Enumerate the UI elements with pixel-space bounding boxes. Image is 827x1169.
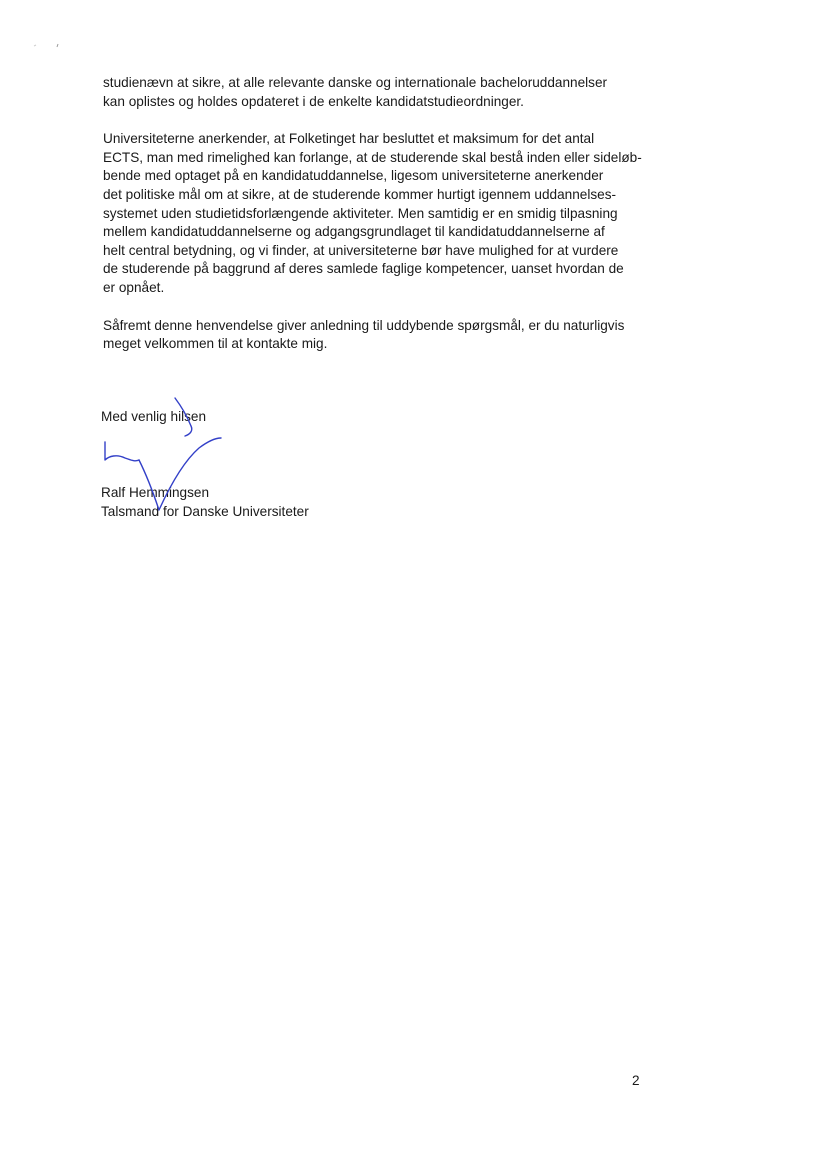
paragraph-1 xyxy=(103,74,663,111)
text-line: er opnået. xyxy=(103,279,165,295)
text-line: Universiteterne anerkender, at Folketinget har besluttet et maksimum for det antal xyxy=(103,131,595,147)
text-line: ECTS, man med rimelighed kan forlange, at de studerende skal bestå inden eller sideløb- xyxy=(103,149,642,165)
closing-salutation: Med venlig hilsen xyxy=(101,409,207,424)
handwritten-signature-icon xyxy=(95,392,235,522)
scan-artifact xyxy=(30,40,70,50)
text-line: mellem kandidatuddannelserne og adgangsgrundlaget til kandidatuddannelserne af xyxy=(103,224,605,240)
text-line: det politiske mål om at sikre, at de studerende kommer hurtigt igennem uddannelses- xyxy=(103,186,617,202)
signatory-title: Talsmand for Danske Universiteter xyxy=(101,503,309,519)
text-line: meget velkommen til at kontakte mig. xyxy=(103,336,328,352)
text-line: bende med optaget på en kandidatuddannelse, ligesom universiteterne anerkender xyxy=(103,168,604,184)
paragraph-3 xyxy=(103,317,663,354)
text-line: de studerende på baggrund af deres samlede faglige kompetencer, uanset hvordan de xyxy=(103,261,624,277)
text-line: Såfremt denne henvendelse giver anledning til uddybende spørgsmål, er du naturligvis xyxy=(103,317,625,333)
letter-body xyxy=(103,74,663,373)
text-line: studienævn at sikre, at alle relevante danske og internationale bacheloruddannelser xyxy=(103,75,608,90)
page-number: 2 xyxy=(632,1073,640,1088)
text-line: kan oplistes og holdes opdateret i de enkelte kandidatstudieordninger. xyxy=(103,93,524,109)
signatory-name: Ralf Hemmingsen xyxy=(101,485,210,500)
paragraph-2 xyxy=(103,130,663,297)
text-line: helt central betydning, og vi finder, at universiteterne bør have mulighed for at vurdere xyxy=(103,242,619,258)
text-line: systemet uden studietidsforlængende aktiviteter. Men samtidig er en smidig tilpasning xyxy=(103,205,618,221)
